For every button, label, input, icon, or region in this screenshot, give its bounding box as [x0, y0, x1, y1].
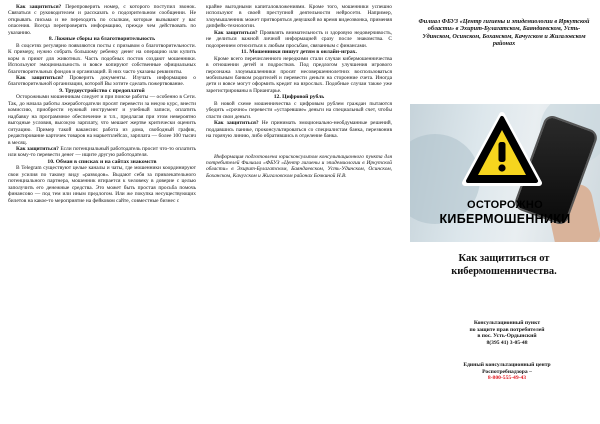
- organization-title: Филиал ФБУЗ «Центр гигиены и эпидемиологии в Иркутской области» в Эхирит-Булагатском, Баяндаевском, Усть-Удинском, Осинском, Боханском, Качугском и Жигаловском районах: [418, 18, 590, 48]
- consultation-line: Консультационный пункт: [473, 320, 541, 326]
- warning-line-1: ОСТОРОЖНО: [467, 199, 543, 211]
- consultation-line: по защите прав потребителей: [469, 326, 545, 333]
- unified-center-line: Единый консультационный центр: [463, 362, 551, 368]
- how-to-protect-label: Как защититься?: [16, 4, 62, 10]
- paragraph-text: Не принимать эмоционально-необдуманные решений, поддавшись панике, проконсультироваться со специалистам банка, перезвонив на горячую линию, либо обратившись в отделение банка.: [206, 120, 392, 140]
- paragraph-how-to-protect-1: [8, 4, 196, 36]
- paragraph-section-11: Кроме всего перечисленного нередкими стали случаи кибермошенничества в отношении детей и подростков. Под предлогом улучшения игрового персонажа злоумышленники просят несовершеннолетних воспользоваться мобильным банком родителей и перевести деньги на сторонние счета. Иногда дети и вовсе могут оформить кредит на взрослых. Подобные случаи также уже зарегистрированы в Приангарье.: [206, 55, 392, 94]
- paragraph-text: Если потенциальный работодатель просит что-то оплатить или кому-то перевести денег — ищите другую работодателя.: [8, 145, 197, 159]
- paragraph-text: Проверить документы. Изучать информацию о благотворительной организации, которой Вы хотите сделать пожертвование.: [8, 74, 197, 88]
- paragraph-section-8: В соцсетях регулярно появляются посты с призывом о благотворительности. К примеру, нужно собрать большому ребенку денег на операцию или купить корм в приют для животных. Часть подобных постов создают мошенники. Используют эмоциональность и вовсе копируют собственные официальных благотворительных фондов и организаций. В них часто указаны реквизиты.: [8, 42, 196, 75]
- warning-illustration: [410, 104, 600, 242]
- how-to-protect-label: Как защититься?: [16, 74, 64, 81]
- warning-triangle-icon: [462, 110, 542, 190]
- warning-caption: [410, 198, 600, 227]
- section-heading-10: 10. Обман в спискаx и на сайтах знакомств: [47, 158, 157, 165]
- paragraph-text: Перепроверить номер, с которого поступил звонок. Связаться с руководителем и рассказать о подозрительном сообщении. Не открывать письма и не переходить по ссылкам, которые вызывают у вас опасения. Всегда перепроверять информацию, прежде чем действовать по указанию.: [8, 4, 196, 36]
- middle-column: [206, 4, 392, 179]
- paragraph-section-12: В новой схеме мошенничества с цифровым рублем граждан пытаются убедить «срочно» перевести «устаревшие» деньги на специальный счет, чтобы спасти свои деньги.: [206, 100, 392, 120]
- paragraph-how-to-protect-12: [206, 120, 392, 139]
- consultation-phone: 8(395 41) 3-05-48: [486, 339, 528, 346]
- paragraph-section-9: Осторожными мошенникам следует и при поиске работы — особенно в Сети. Так, до начала работы лжеработодатели просят перевести за некую курс, внести комиссию, приобрести нужный инструмент и учебный записи, оплатить надбавку на программное обеспечение и т.п., предлагая при этом невероятно выгодные условия, высокую зарплату, что мешает жертве критически оценить ситуацию. Пример такой вакансии: работа из дома, свободный график, редактирование карточек товаров на маркетплейсах, зарплата — более 100 тысяч в месяц.: [8, 94, 196, 146]
- paragraph-continuation: крайне выгодными капиталовложениями. Кроме того, мошенники успешно используют в своей преступной деятельности нейросети. Например, злоумышленник может притворяться девушкой во время видеозвонка, применяя дипфейк-технологии.: [206, 4, 392, 30]
- unified-center-block: [422, 362, 592, 382]
- warning-line-2: КИБЕРМОШЕННИКИ: [439, 212, 571, 226]
- paragraph-text: Проявлять внимательность и здоровую недоверчивость, не делиться важной личной информацией сразу после знакомства. С подозрением относиться к любым просьбам, связанным с финансами.: [206, 29, 393, 49]
- consultation-point-block: [422, 320, 592, 346]
- credit-note: Информация подготовлена юрисконсультом консультационного пункта для потребителей Филиала «ФБУЗ «Центр гигиены и эпидемиологии в Иркутской области» в Эхирит-Булагатском, Баяндаевском, Усть-Удинском, Осинском, Боханском, Качугском и Жигаловском районах Бочкиной Н.В.: [206, 153, 392, 179]
- section-heading-8: 8. Ложные сборы на благотворительность: [48, 36, 156, 43]
- section-heading-11: 11. Мошенники пишут детям в онлайн-играх.: [241, 49, 357, 56]
- consultation-line: в пос. Усть-Ордынский: [477, 333, 537, 339]
- hotline-phone: 8-800-555-49-43: [487, 375, 527, 381]
- section-heading-9: 9. Трудоустройство с предоплатой: [59, 87, 145, 94]
- brochure-headline: Как защититься от кибермошенничества.: [451, 253, 557, 277]
- cover-column: [400, 0, 600, 424]
- how-to-protect-label: Как защититься?: [214, 29, 258, 36]
- paragraph-how-to-protect-10: [206, 30, 392, 49]
- paragraph-how-to-protect-8: [8, 75, 196, 88]
- how-to-protect-label: Как защититься?: [214, 120, 259, 127]
- unified-center-line: Роспотребнадзора –: [482, 368, 532, 375]
- section-heading-12: 12. Цифровой рубль: [273, 94, 325, 101]
- how-to-protect-label: Как защититься?: [16, 145, 59, 152]
- left-column: [8, 4, 196, 204]
- paragraph-section-10: В Telegram существуют целые каналы и чаты, где мошенники координируют свои усилия по такому виду «разводов». Выдают себя за привлекательного потенциального партнера, мошенник втирается к человеку в доверие с целью заполучить его денежные средства. Это может быть простая просьба помочь финансово — под тем или иным предлогом. Или же покупка несуществующих билетов на какое-то мероприятие на фейковом сайте, совместные бизнес с: [8, 165, 196, 204]
- paragraph-how-to-protect-9: [8, 146, 196, 159]
